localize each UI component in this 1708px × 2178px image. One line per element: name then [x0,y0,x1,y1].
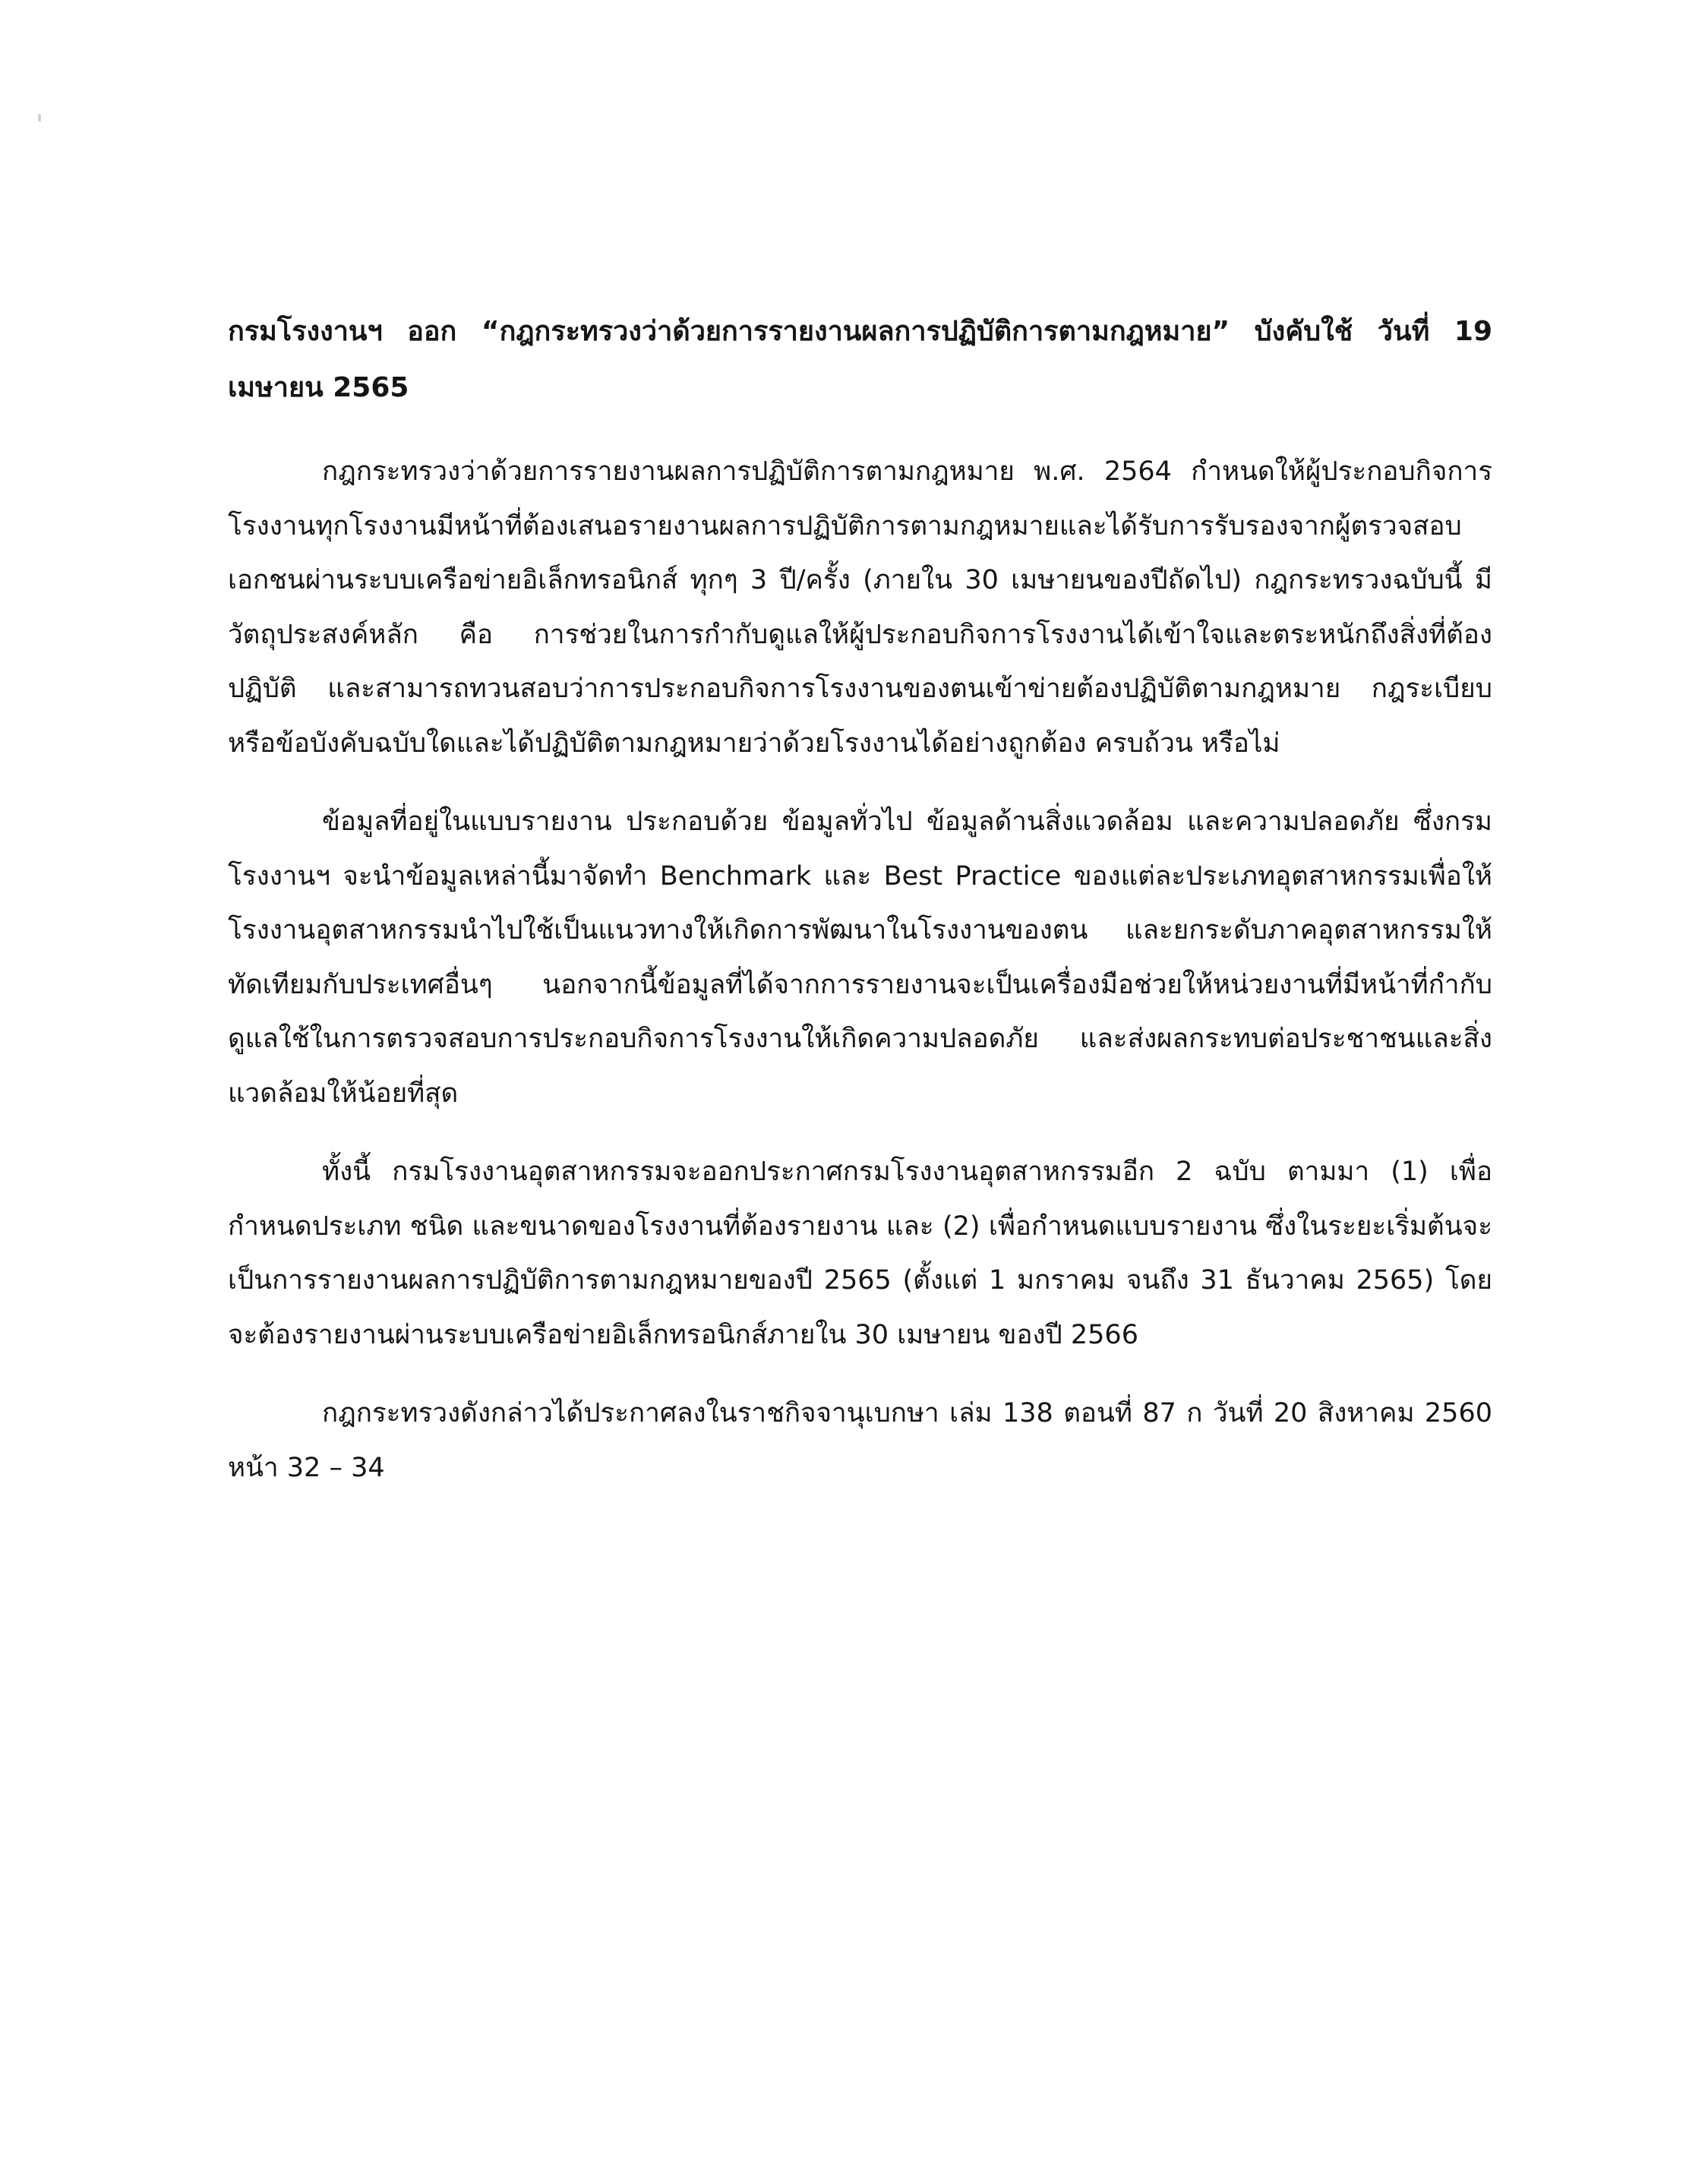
paragraph-gazette-reference: กฎกระทรวงดังกล่าวได้ประกาศลงในราชกิจจานุเบกษา เล่ม 138 ตอนที่ 87 ก วันที่ 20 สิงหาคม 2560 หน้า 32 – 34 [228,1398,1492,1483]
document-heading: กรมโรงงานฯ ออก “กฎกระทรวงว่าด้วยการรายงานผลการปฏิบัติการตามกฎหมาย” บังคับใช้ วันที่ 19 เมษายน 2565 [228,316,1492,403]
paragraph-regulation-overview: กฎกระทรวงว่าด้วยการรายงานผลการปฏิบัติการตามกฎหมาย พ.ศ. 2564 กำหนดให้ผู้ประกอบกิจการโรงงานทุกโรงงานมีหน้าที่ต้องเสนอรายงานผลการปฏิบัติการตามกฎหมายและได้รับการรับรองจากผู้ตรวจสอบเอกชนผ่านระบบเครือข่ายอิเล็กทรอนิกส์ ทุกๆ 3 ปี/ครั้ง (ภายใน 30 เมษายนของปีถัดไป) กฎกระทรวงฉบับนี้ มีวัตถุประสงค์หลัก คือ การช่วยในการกำกับดูแลให้ผู้ประกอบกิจการโรงงานได้เข้าใจและตระหนักถึงสิ่งที่ต้องปฏิบัติ และสามารถทวนสอบว่าการประกอบกิจการโรงงานของตนเข้าข่ายต้องปฏิบัติตามกฎหมาย กฎระเบียบ หรือข้อบังคับฉบับใดและได้ปฏิบัติตามกฎหมายว่าด้วยโรงงานได้อย่างถูกต้อง ครบถ้วน หรือไม่ [228,456,1492,759]
paragraph-announcements: ทั้งนี้ กรมโรงงานอุตสาหกรรมจะออกประกาศกรมโรงงานอุตสาหกรรมอีก 2 ฉบับ ตามมา (1) เพื่อกำหนดประเภท ชนิด และขนาดของโรงงานที่ต้องรายงาน และ (2) เพื่อกำหนดแบบรายงาน ซึ่งในระยะเริ่มต้นจะเป็นการรายงานผลการปฏิบัติการตามกฎหมายของปี 2565 (ตั้งแต่ 1 มกราคม จนถึง 31 ธันวาคม 2565) โดยจะต้องรายงานผ่านระบบเครือข่ายอิเล็กทรอนิกส์ภายใน 30 เมษายน ของปี 2566 [228,1157,1492,1350]
paragraph-report-data: ข้อมูลที่อยู่ในแบบรายงาน ประกอบด้วย ข้อมูลทั่วไป ข้อมูลด้านสิ่งแวดล้อม และความปลอดภัย ซึ่งกรมโรงงานฯ จะนำข้อมูลเหล่านี้มาจัดทำ Benchmark และ Best Practice ของแต่ละประเภทอุตสาหกรรมเพื่อให้โรงงานอุตสาหกรรมนำไปใช้เป็นแนวทางให้เกิดการพัฒนาในโรงงานของตน และยกระดับภาคอุตสาหกรรมให้ทัดเทียมกับประเทศอื่นๆ นอกจากนี้ข้อมูลที่ได้จากการรายงานจะเป็นเครื่องมือช่วยให้หน่วยงานที่มีหน้าที่กำกับดูแลใช้ในการตรวจสอบการประกอบกิจการโรงงานให้เกิดความปลอดภัย และส่งผลกระทบต่อประชาชนและสิ่งแวดล้อมให้น้อยที่สุด [228,806,1492,1109]
scan-speck [38,114,41,122]
document-body [228,304,1492,1495]
